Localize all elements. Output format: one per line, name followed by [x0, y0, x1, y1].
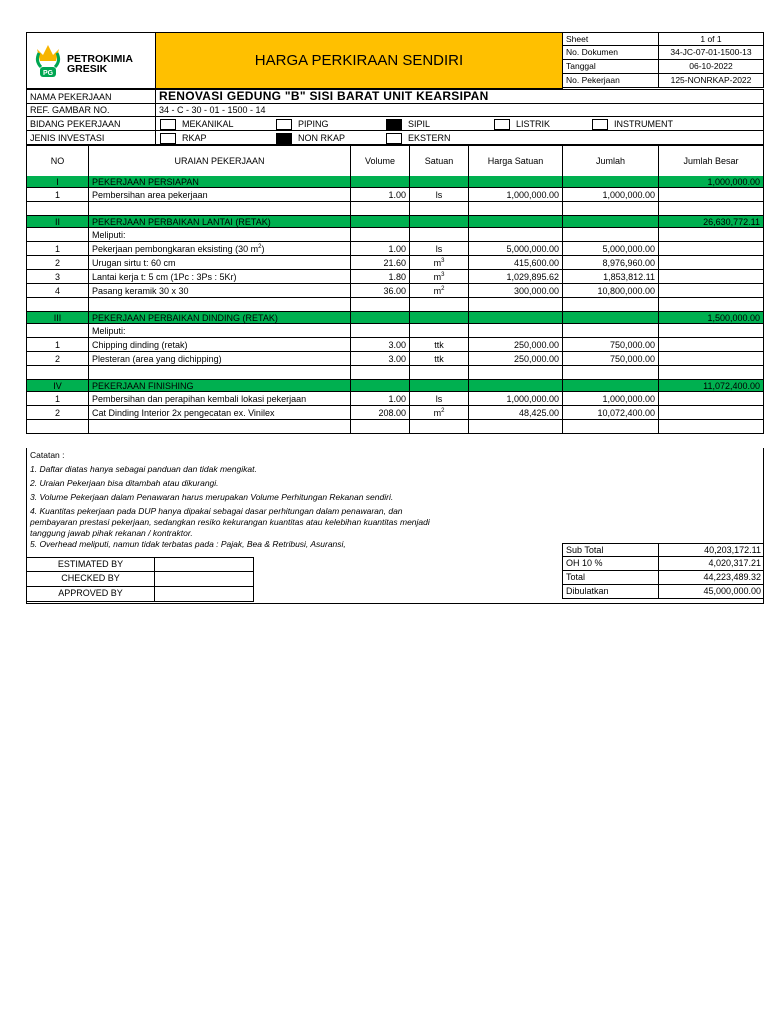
- item-number: 1: [27, 188, 89, 202]
- note-line: tanggung jawab pihak rekanan / kontraktor.: [30, 528, 193, 538]
- section-row: [26, 380, 764, 392]
- logo-text: PG: [42, 70, 54, 77]
- nama-pekerjaan-value: RENOVASI GEDUNG "B" SISI BARAT UNIT KEARSIPAN: [156, 90, 764, 104]
- summary-value: 40,203,172.11: [658, 543, 764, 557]
- section-row: [26, 312, 764, 324]
- table-cell: [410, 366, 469, 380]
- document-meta: [562, 32, 764, 88]
- column-header: Satuan: [410, 146, 469, 177]
- table-cell: [410, 312, 469, 324]
- table-cell: [563, 312, 659, 324]
- item-volume: 1.00: [351, 242, 410, 256]
- checkbox-icon: [592, 119, 608, 130]
- section-total: 26,630,772.11: [659, 216, 764, 228]
- item-unit: [410, 256, 469, 270]
- note-line: 3. Volume Pekerjaan dalam Penawaran harus merupakan Volume Perhitungan Rekanan sendiri.: [30, 492, 394, 502]
- section-total: 1,000,000.00: [659, 176, 764, 188]
- item-description: Urugan sirtu t: 60 cm: [89, 256, 351, 270]
- table-cell: [351, 380, 410, 392]
- table-cell: [469, 202, 563, 216]
- table-cell: [89, 298, 351, 312]
- desc-sup: 2: [258, 244, 262, 250]
- option-label: INSTRUMENT: [614, 119, 673, 129]
- notes-title: Catatan :: [30, 450, 65, 460]
- section-number: II: [27, 216, 89, 228]
- spacer-row: [26, 298, 764, 312]
- checkbox-icon: [386, 119, 402, 130]
- item-amount: 750,000.00: [563, 338, 659, 352]
- table-cell: [351, 216, 410, 228]
- summary-value: 4,020,317.21: [658, 557, 764, 571]
- unit-sup: 3: [441, 272, 445, 278]
- option-label: PIPING: [298, 119, 329, 129]
- item-row: [26, 392, 764, 406]
- option-label: RKAP: [182, 133, 207, 143]
- meliputi-row: [26, 324, 764, 338]
- item-unit-price: 250,000.00: [469, 338, 563, 352]
- table-cell: [351, 176, 410, 188]
- item-description: Chipping dinding (retak): [89, 338, 351, 352]
- item-number: 4: [27, 284, 89, 298]
- section-row: [26, 176, 764, 188]
- column-header: Jumlah Besar: [659, 146, 764, 177]
- table-cell: [469, 176, 563, 188]
- table-cell: [27, 324, 89, 338]
- item-row: [26, 352, 764, 366]
- item-number: 2: [27, 256, 89, 270]
- table-cell: [659, 406, 764, 420]
- column-header: URAIAN PEKERJAAN: [89, 146, 351, 177]
- item-description: Lantai kerja t: 5 cm (1Pc : 3Ps : 5Kr): [89, 270, 351, 284]
- item-number: 2: [27, 406, 89, 420]
- section-title: PEKERJAAN FINISHING: [89, 380, 351, 392]
- signoff-table: [26, 557, 254, 602]
- signoff-label: ESTIMATED BY: [26, 557, 155, 572]
- table-cell: [659, 284, 764, 298]
- item-amount: 750,000.00: [563, 352, 659, 366]
- option-label: NON RKAP: [298, 133, 346, 143]
- company-name-line2: GRESIK: [67, 63, 108, 75]
- table-cell: [410, 298, 469, 312]
- desc-text: Pekerjaan pembongkaran eksisting (30 m: [92, 244, 259, 254]
- table-cell: [351, 298, 410, 312]
- item-row: [26, 406, 764, 420]
- item-row: [26, 270, 764, 284]
- table-cell: [659, 270, 764, 284]
- item-volume: 1.00: [351, 392, 410, 406]
- table-cell: [351, 324, 410, 338]
- meta-value: 125-NONRKAP-2022: [658, 74, 764, 88]
- meliputi-label: Meliputi:: [89, 228, 351, 242]
- item-row: [26, 338, 764, 352]
- table-cell: [659, 392, 764, 406]
- option-listrik[interactable]: [494, 117, 550, 131]
- summary-row: [562, 585, 764, 599]
- item-number: 1: [27, 338, 89, 352]
- item-unit-price: 1,029,895.62: [469, 270, 563, 284]
- option-label: MEKANIKAL: [182, 119, 234, 129]
- summary-row: [562, 557, 764, 571]
- item-row: [26, 256, 764, 270]
- summary-label: OH 10 %: [562, 557, 659, 571]
- item-amount: 1,000,000.00: [563, 392, 659, 406]
- note-line: 4. Kuantitas pekerjaan pada DUP hanya dipakai sebagai dasar perhitungan dalam penawaran, dan: [30, 506, 403, 516]
- summary-label: Total: [562, 571, 659, 585]
- option-rkap[interactable]: [160, 131, 207, 145]
- item-row: [26, 284, 764, 298]
- checkbox-icon: [276, 133, 292, 144]
- item-volume: 1.80: [351, 270, 410, 284]
- item-number: 2: [27, 352, 89, 366]
- option-instrument[interactable]: [592, 117, 673, 131]
- table-header-row: [26, 145, 764, 176]
- column-header: Jumlah: [563, 146, 659, 177]
- item-number: 1: [27, 242, 89, 256]
- item-description: Plesteran (area yang dichipping): [89, 352, 351, 366]
- item-amount: 5,000,000.00: [563, 242, 659, 256]
- table-cell: [563, 380, 659, 392]
- summary-label: Sub Total: [562, 543, 659, 557]
- option-ekstern[interactable]: [386, 131, 451, 145]
- summary-row: [562, 543, 764, 557]
- signoff-signature-field[interactable]: [154, 587, 254, 602]
- table-cell: [469, 324, 563, 338]
- table-cell: [469, 216, 563, 228]
- table-cell: [27, 298, 89, 312]
- bidang-options: [156, 117, 764, 131]
- meliputi-row: [26, 228, 764, 242]
- meta-value: 06-10-2022: [658, 60, 764, 74]
- item-volume: 21.60: [351, 256, 410, 270]
- table-cell: [469, 312, 563, 324]
- table-cell: [410, 324, 469, 338]
- table-cell: [27, 420, 89, 434]
- company-name-line1: PETROKIMIA: [67, 53, 133, 65]
- meta-value: 34-JC-07-01-1500-13: [658, 46, 764, 60]
- section-total: 1,500,000.00: [659, 312, 764, 324]
- table-cell: [410, 202, 469, 216]
- meta-value: 1 of 1: [658, 32, 764, 46]
- table-cell: [89, 202, 351, 216]
- section-title: PEKERJAAN PERSIAPAN: [89, 176, 351, 188]
- table-cell: [351, 228, 410, 242]
- table-cell: [410, 176, 469, 188]
- table-cell: [469, 228, 563, 242]
- item-unit: ttk: [410, 338, 469, 352]
- table-cell: [659, 420, 764, 434]
- item-description: [89, 242, 351, 256]
- option-sipil[interactable]: [386, 117, 430, 131]
- table-cell: [27, 228, 89, 242]
- summary-value: 44,223,489.32: [658, 571, 764, 585]
- item-number: 3: [27, 270, 89, 284]
- checkbox-icon: [160, 119, 176, 130]
- checkbox-icon: [494, 119, 510, 130]
- item-volume: 1.00: [351, 188, 410, 202]
- item-description: Cat Dinding Interior 2x pengecatan ex. Vinilex: [89, 406, 351, 420]
- item-unit: ls: [410, 392, 469, 406]
- note-line: pembayaran prestasi pekerjaan, sedangkan resiko kekurangan kuantitas atau kelebihan kuantitas menjadi: [30, 517, 430, 527]
- unit-text: m: [433, 258, 442, 268]
- table-cell: [563, 202, 659, 216]
- unit-text: m: [433, 272, 442, 282]
- table-cell: [351, 202, 410, 216]
- table-cell: [563, 228, 659, 242]
- unit-text: m: [433, 286, 442, 296]
- table-cell: [469, 420, 563, 434]
- item-description: Pembersihan dan perapihan kembali lokasi pekerjaan: [89, 392, 351, 406]
- signoff-label: CHECKED BY: [26, 572, 155, 587]
- option-label: SIPIL: [408, 119, 431, 129]
- item-unit-price: 250,000.00: [469, 352, 563, 366]
- table-cell: [469, 380, 563, 392]
- table-cell: [563, 298, 659, 312]
- item-unit-price: 5,000,000.00: [469, 242, 563, 256]
- table-cell: [659, 338, 764, 352]
- section-number: III: [27, 312, 89, 324]
- section-title: PEKERJAAN PERBAIKAN LANTAI (RETAK): [89, 216, 351, 228]
- table-cell: [351, 420, 410, 434]
- item-unit: [410, 406, 469, 420]
- checkbox-icon: [160, 133, 176, 144]
- signoff-signature-field[interactable]: [154, 572, 254, 587]
- item-volume: 36.00: [351, 284, 410, 298]
- section-total: 11,072,400.00: [659, 380, 764, 392]
- table-cell: [351, 366, 410, 380]
- table-cell: [659, 298, 764, 312]
- table-cell: [410, 420, 469, 434]
- option-piping[interactable]: [276, 117, 329, 131]
- table-cell: [27, 366, 89, 380]
- unit-sup: 2: [441, 408, 445, 414]
- petrokimia-logo-icon: [31, 41, 65, 81]
- desc-end: ): [261, 244, 265, 254]
- meta-row: [562, 32, 764, 46]
- table-cell: [659, 256, 764, 270]
- table-cell: [410, 380, 469, 392]
- item-unit: [410, 270, 469, 284]
- table-cell: [410, 228, 469, 242]
- meta-row: [562, 74, 764, 88]
- note-line: 5. Overhead meliputi, namun tidak terbatas pada : Pajak, Bea & Retribusi, Asuransi,: [30, 539, 346, 549]
- item-amount: 10,800,000.00: [563, 284, 659, 298]
- option-mekanikal[interactable]: [160, 117, 234, 131]
- spacer-row: [26, 366, 764, 380]
- table-cell: [563, 324, 659, 338]
- table-cell: [563, 366, 659, 380]
- meta-row: [562, 60, 764, 74]
- item-volume: 208.00: [351, 406, 410, 420]
- table-cell: [89, 420, 351, 434]
- section-title: PEKERJAAN PERBAIKAN DINDING (RETAK): [89, 312, 351, 324]
- item-unit-price: 1,000,000.00: [469, 392, 563, 406]
- checkbox-icon: [276, 119, 292, 130]
- signoff-row: [26, 587, 254, 602]
- table-cell: [659, 202, 764, 216]
- summary-row: [562, 571, 764, 585]
- column-header: Volume: [351, 146, 410, 177]
- document-title: HARGA PERKIRAAN SENDIRI: [155, 32, 563, 89]
- table-cell: [659, 366, 764, 380]
- jenis-options: [156, 131, 764, 145]
- unit-sup: 2: [441, 286, 445, 292]
- table-cell: [469, 366, 563, 380]
- item-amount: 1,000,000.00: [563, 188, 659, 202]
- table-cell: [410, 216, 469, 228]
- column-header: NO: [27, 146, 89, 177]
- summary-table: [562, 543, 764, 599]
- ref-gambar-label: REF. GAMBAR NO.: [27, 103, 156, 117]
- table-cell: [659, 352, 764, 366]
- signoff-row: [26, 557, 254, 572]
- table-cell: [27, 202, 89, 216]
- jenis-investasi-label: JENIS INVESTASI: [27, 131, 156, 145]
- table-cell: [351, 312, 410, 324]
- item-unit-price: 1,000,000.00: [469, 188, 563, 202]
- item-amount: 10,072,400.00: [563, 406, 659, 420]
- table-cell: [563, 176, 659, 188]
- item-description: Pembersihan area pekerjaan: [89, 188, 351, 202]
- item-unit-price: 415,600.00: [469, 256, 563, 270]
- meta-label: No. Pekerjaan: [562, 74, 659, 88]
- table-cell: [659, 188, 764, 202]
- note-line: 2. Uraian Pekerjaan bisa ditambah atau dikurangi.: [30, 478, 219, 488]
- item-unit: ls: [410, 188, 469, 202]
- logo-box: [26, 32, 156, 89]
- summary-value: 45,000,000.00: [658, 585, 764, 599]
- item-unit-price: 300,000.00: [469, 284, 563, 298]
- meliputi-label: Meliputi:: [89, 324, 351, 338]
- note-line: 1. Daftar diatas hanya sebagai panduan dan tidak mengikat.: [30, 464, 257, 474]
- meta-label: No. Dokumen: [562, 46, 659, 60]
- item-volume: 3.00: [351, 338, 410, 352]
- option-label: EKSTERN: [408, 133, 451, 143]
- table-cell: [659, 242, 764, 256]
- table-cell: [659, 228, 764, 242]
- unit-sup: 3: [441, 258, 445, 264]
- spacer-row: [26, 202, 764, 216]
- item-amount: 1,853,812.11: [563, 270, 659, 284]
- item-unit: [410, 284, 469, 298]
- item-volume: 3.00: [351, 352, 410, 366]
- item-unit: ls: [410, 242, 469, 256]
- signoff-signature-field[interactable]: [154, 557, 254, 572]
- unit-text: m: [433, 408, 442, 418]
- section-row: [26, 216, 764, 228]
- item-number: 1: [27, 392, 89, 406]
- item-row: [26, 242, 764, 256]
- meta-label: Sheet: [562, 32, 659, 46]
- table-cell: [563, 420, 659, 434]
- table-cell: [89, 366, 351, 380]
- item-description: Pasang keramik 30 x 30: [89, 284, 351, 298]
- option-label: LISTRIK: [516, 119, 551, 129]
- item-unit: ttk: [410, 352, 469, 366]
- bidang-pekerjaan-label: BIDANG PEKERJAAN: [27, 117, 156, 131]
- option-non-rkap[interactable]: [276, 131, 345, 145]
- meta-row: [562, 46, 764, 60]
- nama-pekerjaan-label: NAMA PEKERJAAN: [27, 90, 156, 104]
- column-header: Harga Satuan: [469, 146, 563, 177]
- section-number: IV: [27, 380, 89, 392]
- ref-gambar-value: 34 - C - 30 - 01 - 1500 - 14: [156, 103, 764, 117]
- item-amount: 8,976,960.00: [563, 256, 659, 270]
- signoff-row: [26, 572, 254, 587]
- item-row: [26, 188, 764, 202]
- signoff-label: APPROVED BY: [26, 587, 155, 602]
- spacer-row: [26, 420, 764, 434]
- table-cell: [563, 216, 659, 228]
- item-unit-price: 48,425.00: [469, 406, 563, 420]
- meta-label: Tanggal: [562, 60, 659, 74]
- table-cell: [659, 324, 764, 338]
- section-number: I: [27, 176, 89, 188]
- checkbox-icon: [386, 133, 402, 144]
- table-cell: [469, 298, 563, 312]
- summary-label: Dibulatkan: [562, 585, 659, 599]
